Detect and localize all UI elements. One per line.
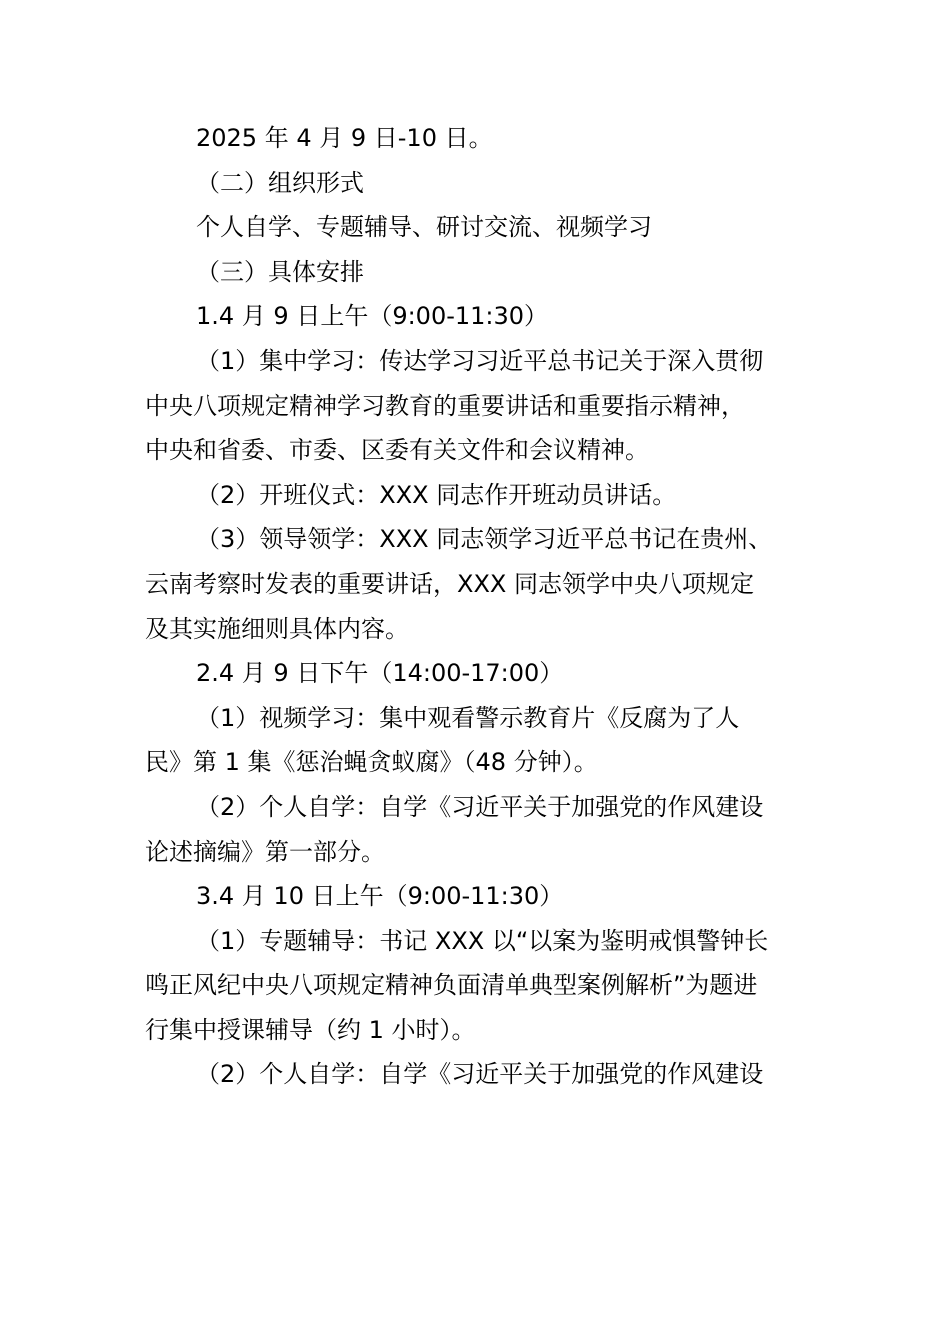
- paragraph-line: 行集中授课辅导（约 1 小时）。: [145, 1015, 476, 1044]
- document-body: [145, 116, 815, 1097]
- paragraph-line: （2）开班仪式：XXX 同志作开班动员讲话。: [196, 480, 677, 509]
- paragraph-line: 云南考察时发表的重要讲话，XXX 同志领学中央八项规定: [145, 569, 754, 598]
- paragraph-line: 中央和省委、市委、区委有关文件和会议精神。: [145, 436, 649, 465]
- section-heading-organization: （二）组织形式: [196, 168, 364, 197]
- paragraph-line: （3）领导领学：XXX 同志领学习近平总书记在贵州、: [196, 525, 773, 554]
- paragraph-line: （2）个人自学：自学《习近平关于加强党的作风建设: [196, 1060, 764, 1089]
- paragraph-line: （1）集中学习：传达学习习近平总书记关于深入贯彻: [196, 346, 764, 375]
- paragraph-line: 中央八项规定精神学习教育的重要讲话和重要指示精神，: [145, 391, 745, 420]
- schedule-item-2-heading: 2.4 月 9 日下午（14:00-17:00）: [196, 659, 564, 688]
- paragraph-line: 鸣正风纪中央八项规定精神负面清单典型案例解析”为题进: [145, 971, 758, 1000]
- paragraph-line: 民》第 1 集《惩治蝇贪蚁腐》（48 分钟）。: [145, 748, 598, 777]
- schedule-item-1-heading: 1.4 月 9 日上午（9:00-11:30）: [196, 302, 549, 331]
- paragraph-line: （1）专题辅导：书记 XXX 以“以案为鉴明戒惧警钟长: [196, 926, 769, 955]
- paragraph-line: （2）个人自学：自学《习近平关于加强党的作风建设: [196, 792, 764, 821]
- paragraph-line: （1）视频学习：集中观看警示教育片《反腐为了人: [196, 703, 740, 732]
- paragraph-line: 论述摘编》第一部分。: [145, 837, 385, 866]
- paragraph-line: 及其实施细则具体内容。: [145, 614, 409, 643]
- date-line: 2025 年 4 月 9 日-10 日。: [196, 124, 493, 152]
- schedule-item-3-heading: 3.4 月 10 日上午（9:00-11:30）: [196, 882, 564, 911]
- organization-forms: 个人自学、专题辅导、研讨交流、视频学习: [196, 213, 652, 242]
- section-heading-schedule: （三）具体安排: [196, 257, 364, 286]
